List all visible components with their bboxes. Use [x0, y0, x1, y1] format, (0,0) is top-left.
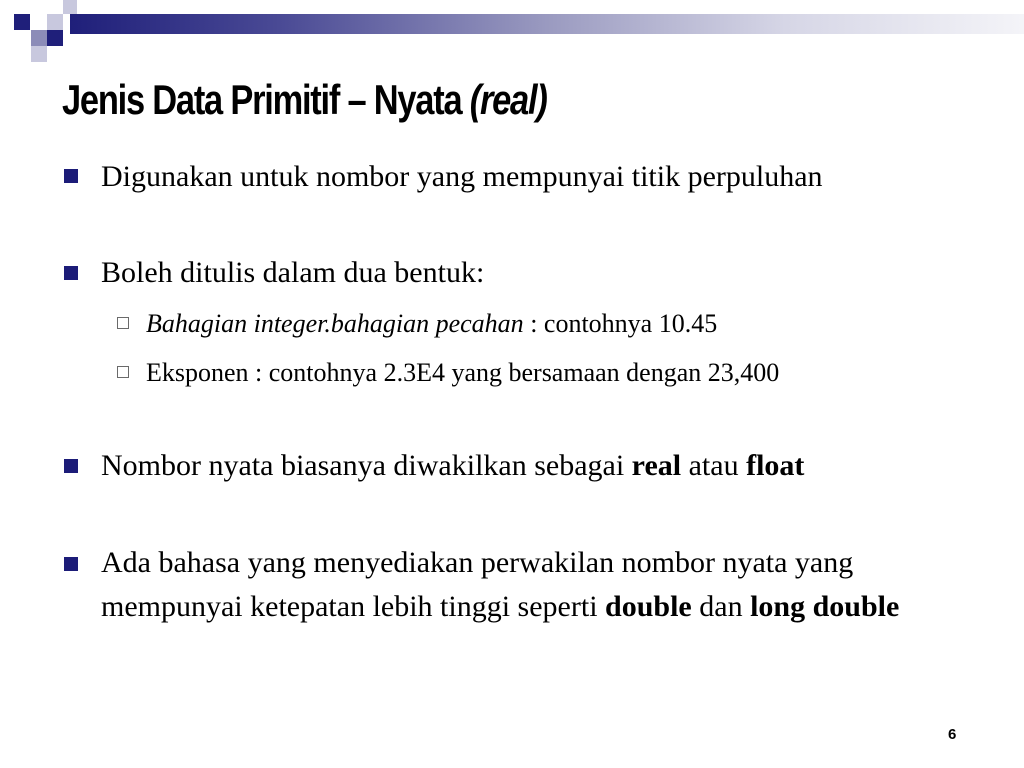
deco-square [31, 46, 47, 62]
bullet-text-3-bold2: float [746, 449, 805, 482]
bullet-text-4-mid: dan [691, 590, 751, 623]
bullet-text-4-bold2: long double [750, 590, 900, 623]
title-main: Jenis Data Primitif – Nyata [62, 76, 470, 123]
deco-square [14, 14, 30, 30]
page-number: 6 [948, 726, 957, 743]
header-gradient-bar [70, 14, 1024, 34]
deco-square [47, 14, 63, 30]
square-bullet-icon [64, 557, 78, 571]
bullet-text-3-mid: atau [681, 449, 747, 482]
deco-square [31, 30, 47, 46]
bullet-text-1: Digunakan untuk nombor yang mempunyai titik perpuluhan [101, 160, 823, 193]
bullet-text [101, 444, 981, 488]
sub-bullet-text [146, 352, 946, 394]
slide-title [62, 76, 547, 124]
sub-bullet-text-2: Eksponen : contohnya 2.3E4 yang bersamaan dengan 23,400 [146, 358, 780, 387]
bullet-text-2: Boleh ditulis dalam dua bentuk: [101, 256, 485, 289]
bullet-text-4-pre: Ada bahasa yang menyediakan perwakilan nombor nyata yang mempunyai ketepatan lebih tinggi seperti [101, 546, 854, 623]
bullet-text [101, 251, 981, 295]
deco-square [63, 0, 77, 14]
square-bullet-icon [64, 169, 78, 183]
sub-bullet-rest: : contohnya 10.45 [523, 309, 718, 338]
square-bullet-icon [64, 266, 78, 280]
square-bullet-icon [64, 459, 78, 473]
hollow-square-bullet-icon [117, 317, 129, 329]
bullet-text [101, 541, 981, 629]
hollow-square-bullet-icon [117, 366, 129, 378]
bullet-text-4-bold1: double [605, 590, 692, 623]
bullet-text-3-pre: Nombor nyata biasanya diwakilkan sebagai [101, 449, 632, 482]
deco-square [47, 30, 63, 46]
sub-bullet-italic: Bahagian integer.bahagian pecahan [146, 309, 524, 338]
title-italic: (real) [469, 76, 547, 123]
bullet-text-3-bold1: real [631, 449, 682, 482]
bullet-text [101, 155, 981, 199]
sub-bullet-text [146, 303, 946, 345]
